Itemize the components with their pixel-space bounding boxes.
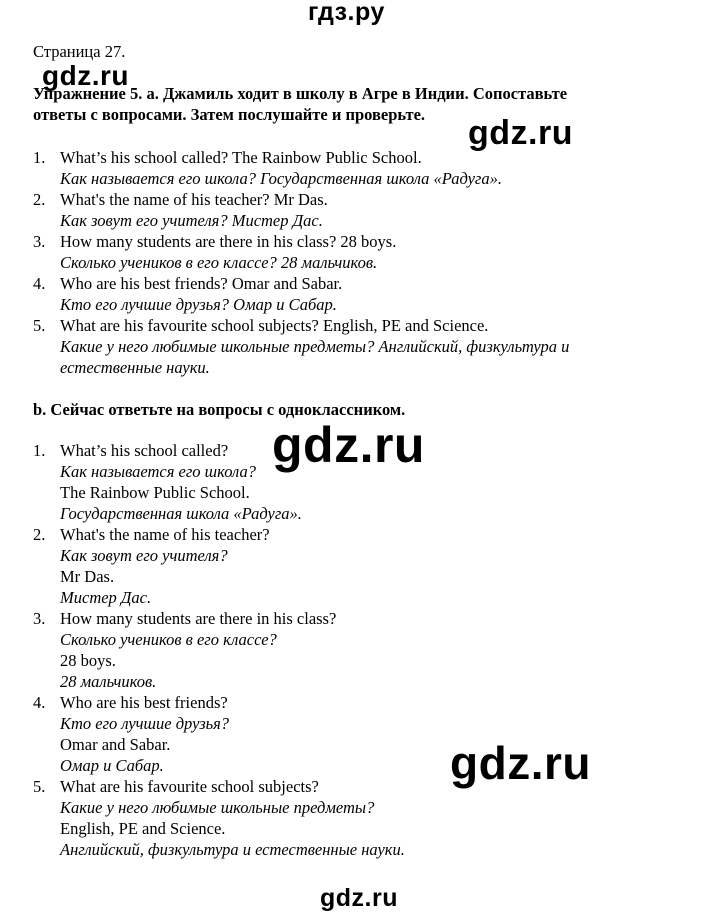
question-answer-ru: Какие у него любимые школьные предметы? Английский, физкультура и — [60, 337, 570, 356]
answer-ru: Английский, физкультура и естественные науки. — [60, 840, 405, 859]
item-number: 4. — [33, 693, 46, 712]
item-number: 1. — [33, 148, 46, 167]
question-answer-ru: Кто его лучшие друзья? Омар и Сабар. — [60, 295, 337, 314]
question-answer-en: Who are his best friends? Omar and Sabar. — [60, 274, 343, 293]
question-answer-en: What are his favourite school subjects? English, PE and Science. — [60, 316, 489, 335]
question-answer-ru: естественные науки. — [60, 358, 210, 377]
watermark-top: гдз.ру — [308, 0, 385, 26]
watermark: gdz.ru — [450, 737, 591, 789]
question-answer-en: What’s his school called? The Rainbow Public School. — [60, 148, 422, 167]
watermark: gdz.ru — [468, 114, 573, 152]
question-ru: Как зовут его учителя? — [60, 546, 228, 565]
question-ru: Как называется его школа? — [60, 462, 256, 481]
question-en: How many students are there in his class? — [60, 609, 337, 628]
item-number: 5. — [33, 316, 46, 335]
question-answer-ru: Сколько учеников в его классе? 28 мальчиков. — [60, 253, 378, 272]
watermark: gdz.ru — [42, 60, 129, 91]
watermark-bottom: gdz.ru — [320, 884, 398, 912]
answer-ru: 28 мальчиков. — [60, 672, 157, 691]
item-number: 2. — [33, 190, 46, 209]
exercise-title-line-1: Упражнение 5. a. Джамиль ходит в школу в Агре в Индии. Сопоставьте — [33, 84, 568, 103]
question-ru: Кто его лучшие друзья? — [60, 714, 230, 733]
item-number: 5. — [33, 777, 46, 796]
item-number: 1. — [33, 441, 46, 460]
item-number: 3. — [33, 232, 46, 251]
page-label: Страница 27. — [33, 42, 126, 61]
question-answer-en: How many students are there in his class? 28 boys. — [60, 232, 397, 251]
question-en: Who are his best friends? — [60, 693, 228, 712]
exercise-title-line-2: ответы с вопросами. Затем послушайте и проверьте. — [33, 105, 426, 124]
answer-en: English, PE and Science. — [60, 819, 226, 838]
question-en: What's the name of his teacher? — [60, 525, 270, 544]
item-number: 3. — [33, 609, 46, 628]
question-answer-en: What's the name of his teacher? Mr Das. — [60, 190, 328, 209]
question-answer-ru: Как называется его школа? Государственная школа «Радуга». — [60, 169, 502, 188]
answer-en: 28 boys. — [60, 651, 116, 670]
question-answer-ru: Как зовут его учителя? Мистер Дас. — [60, 211, 323, 230]
watermark: gdz.ru — [272, 417, 425, 473]
question-ru: Сколько учеников в его классе? — [60, 630, 277, 649]
question-ru: Какие у него любимые школьные предметы? — [60, 798, 375, 817]
part-b-title: b. Сейчас ответьте на вопросы с одноклассником. — [33, 400, 406, 419]
answer-ru: Омар и Сабар. — [60, 756, 164, 775]
item-number: 2. — [33, 525, 46, 544]
answer-en: The Rainbow Public School. — [60, 483, 250, 502]
item-number: 4. — [33, 274, 46, 293]
question-en: What’s his school called? — [60, 441, 229, 460]
answer-en: Mr Das. — [60, 567, 115, 586]
answer-en: Omar and Sabar. — [60, 735, 171, 754]
question-en: What are his favourite school subjects? — [60, 777, 319, 796]
answer-ru: Государственная школа «Радуга». — [60, 504, 302, 523]
answer-ru: Мистер Дас. — [60, 588, 152, 607]
